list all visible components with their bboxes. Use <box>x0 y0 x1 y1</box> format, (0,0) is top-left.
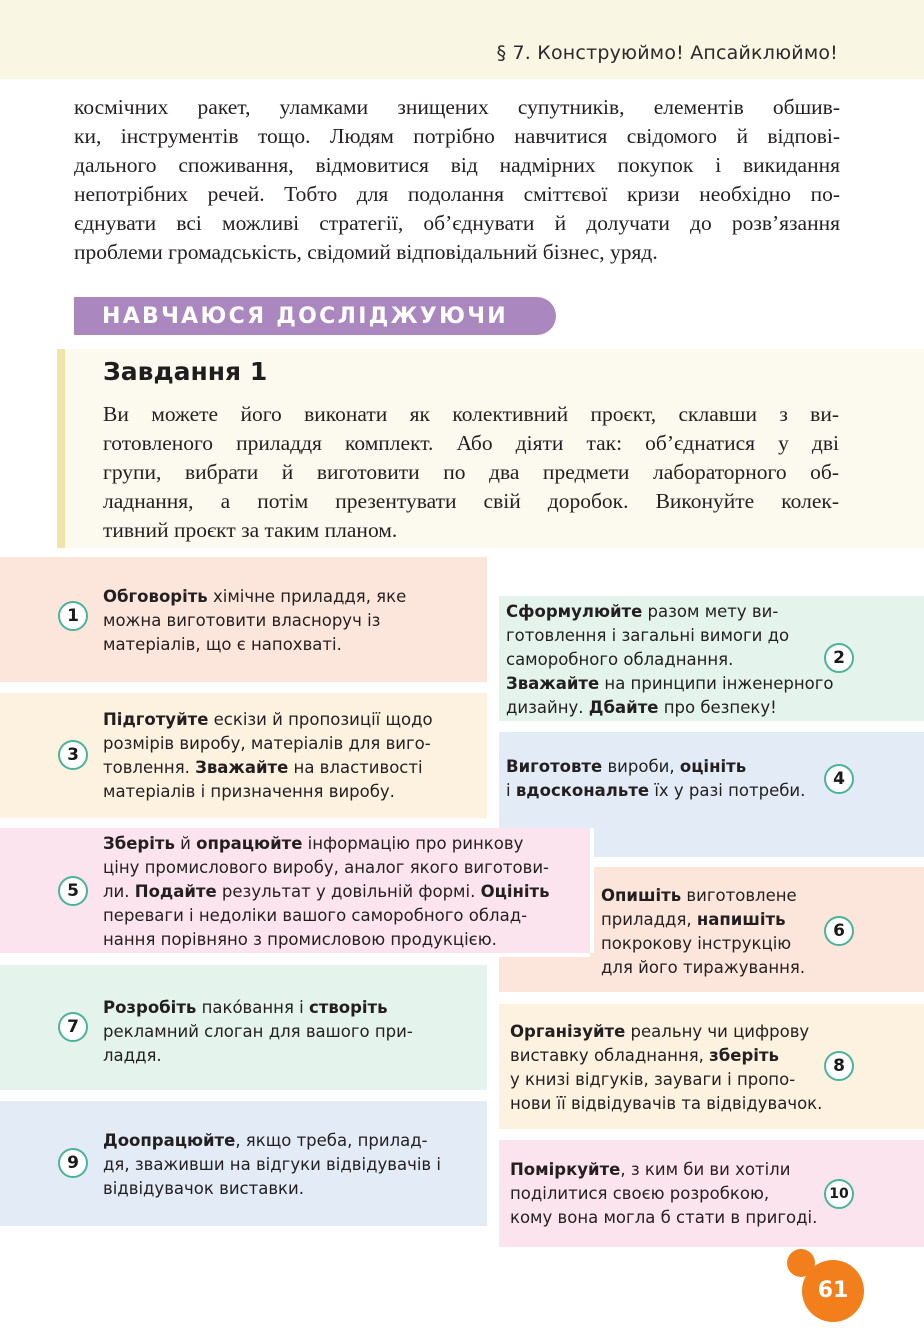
task-title: Завдання 1 <box>103 357 268 386</box>
step-run: дя, зваживши на відгуки відвідувачів і <box>103 1155 441 1174</box>
step-line <box>510 1182 870 1206</box>
step-line <box>103 1177 483 1201</box>
task-line: тивний проєкт за таким планом. <box>103 518 398 542</box>
step-line <box>103 585 483 609</box>
step-keyword: Опишіть <box>601 886 682 905</box>
step-run: розмірів виробу, матеріалів для виго- <box>103 734 431 753</box>
step-run: готовлення і загальні вимоги до <box>506 626 790 645</box>
step-number-badge: 6 <box>824 916 854 946</box>
step-line <box>103 832 583 856</box>
step-text <box>103 832 583 952</box>
step-run: переваги і недоліки вашого саморобного облад- <box>103 906 528 925</box>
step-run: їх у разі потреби. <box>649 781 806 800</box>
step-number-badge: 4 <box>824 764 854 794</box>
step-line <box>103 756 483 780</box>
step-text <box>510 1158 870 1230</box>
step-number-badge: 8 <box>824 1051 854 1081</box>
step-line <box>506 672 866 696</box>
step-keyword: Організуйте <box>510 1022 626 1041</box>
task-line: групи, вибрати й виготовити по два предмети лабораторного об- <box>103 460 839 484</box>
intro-line: дального споживання, відмовитися від надмірних покупок і викидання <box>74 153 840 177</box>
step-line <box>103 732 483 756</box>
step-line <box>506 624 866 648</box>
step-line <box>601 884 821 908</box>
intro-line: космічних ракет, уламками знищених супутників, елементів обшив- <box>74 95 840 119</box>
step-keyword: Обговоріть <box>103 587 208 606</box>
step-keyword: Зважайте <box>506 674 600 693</box>
step-keyword: Зберіть <box>103 834 175 853</box>
step-line <box>506 648 866 672</box>
step-run: матеріалів, що є напохваті. <box>103 635 342 654</box>
step-line <box>103 708 483 732</box>
step-run: реальну чи цифрову <box>625 1022 810 1041</box>
step-line <box>510 1158 870 1182</box>
step-line <box>103 880 583 904</box>
step-line <box>103 856 583 880</box>
step-line <box>103 1020 483 1044</box>
task-line: готовленого приладдя комплект. Або діяти так: об’єднатися у дві <box>103 431 839 455</box>
step-run: результат у довільній формі. <box>216 882 481 901</box>
step-keyword: напишіть <box>696 910 786 929</box>
step-text <box>506 600 866 720</box>
step-run: нови її відвідувачів та відвідувачок. <box>510 1094 823 1113</box>
step-keyword: Поміркуйте <box>510 1160 621 1179</box>
intro-paragraph <box>74 93 840 267</box>
step-run: рекламний слоган для вашого при- <box>103 1022 413 1041</box>
step-line <box>103 1129 483 1153</box>
step-number-badge: 5 <box>58 876 88 906</box>
step-keyword: Доопрацюйте <box>103 1131 236 1150</box>
step-text <box>103 585 483 657</box>
step-line <box>510 1068 870 1092</box>
task-description <box>103 400 839 545</box>
step-run: нання порівняно з промисловою продукцією. <box>103 930 497 949</box>
step-run: ескізи й пропозиції щодо <box>208 710 433 729</box>
step-run: й <box>174 834 197 853</box>
task-line: ладнання, а потім презентувати свій доробок. Виконуйте колек- <box>103 489 839 513</box>
step-run: виставку обладнання, <box>510 1046 710 1065</box>
step-line <box>601 956 821 980</box>
step-line <box>103 928 583 952</box>
intro-line: єднувати всі можливі стратегії, об’єднувати й долучати до розв’язання <box>74 211 840 235</box>
step-run: саморобного обладнання. <box>506 650 734 669</box>
step-line <box>601 932 821 956</box>
step-number-badge: 9 <box>58 1148 88 1178</box>
intro-line: непотрібних речей. Тобто для подолання сміттєвої кризи необхідно по- <box>74 182 840 206</box>
step-line <box>601 908 821 932</box>
step-text <box>103 708 483 804</box>
step-run: ціну промислового виробу, аналог якого виготови- <box>103 858 550 877</box>
intro-line: ки, інструментів тощо. Людям потрібно навчитися свідомого й відпові- <box>74 124 840 148</box>
step-run: дизайну. <box>506 698 589 717</box>
step-keyword: Розробіть <box>103 998 197 1017</box>
page-header <box>0 0 924 79</box>
step-run: разом мету ви- <box>642 602 779 621</box>
step-keyword: Подайте <box>134 882 217 901</box>
running-head: § 7. Конструюймо! Апсайклюймо! <box>496 42 838 64</box>
step-keyword: вдоскональте <box>515 781 650 800</box>
step-run: хімічне приладдя, яке <box>207 587 407 606</box>
step-run: для його тиражування. <box>601 958 806 977</box>
intro-line: проблеми громадськість, свідомий відповідальний бізнес, уряд. <box>74 240 658 264</box>
step-text <box>510 1020 870 1116</box>
step-keyword: опрацюйте <box>196 834 303 853</box>
step-line <box>510 1044 870 1068</box>
step-line <box>510 1020 870 1044</box>
step-line <box>510 1206 870 1230</box>
step-line <box>103 633 483 657</box>
step-run: покрокову інструкцію <box>601 934 792 953</box>
step-line <box>103 904 583 928</box>
step-line <box>103 996 483 1020</box>
step-number-badge: 2 <box>824 643 854 673</box>
step-run: можна виготовити власноруч із <box>103 611 381 630</box>
step-keyword: Підготуйте <box>103 710 209 729</box>
step-keyword: Дбайте <box>588 698 659 717</box>
step-run: поділитися своєю розробкою, <box>510 1184 770 1203</box>
step-run: ладдя. <box>103 1046 162 1065</box>
step-run: вироби, <box>602 757 680 776</box>
step-run: матеріалів і призначення виробу. <box>103 782 395 801</box>
step-line <box>506 755 866 779</box>
step-text <box>506 755 866 803</box>
step-number-badge: 7 <box>58 1012 88 1042</box>
step-run: про безпеку! <box>658 698 777 717</box>
step-run: , якщо треба, прилад- <box>235 1131 428 1150</box>
section-heading-bar <box>74 297 556 335</box>
step-keyword: створіть <box>308 998 388 1017</box>
step-line <box>103 1153 483 1177</box>
step-line <box>103 1044 483 1068</box>
step-run: кому вона могла б стати в пригоді. <box>510 1208 818 1227</box>
step-number-badge: 10 <box>824 1179 854 1209</box>
task-line: Ви можете його виконати як колективний проєкт, склавши з ви- <box>103 402 839 426</box>
step-run: відвідувачок виставки. <box>103 1179 304 1198</box>
step-line <box>103 609 483 633</box>
step-run: і <box>506 781 516 800</box>
step-run: , з ким би ви хотіли <box>620 1160 791 1179</box>
step-run: виготовлене <box>681 886 797 905</box>
step-number-badge: 1 <box>58 601 88 631</box>
step-line <box>506 600 866 624</box>
page-number: 61 <box>802 1260 864 1322</box>
step-run: пако́вання і <box>196 998 309 1017</box>
step-keyword: зберіть <box>709 1046 779 1065</box>
step-run: товлення. <box>103 758 196 777</box>
step-keyword: оцініть <box>679 757 747 776</box>
step-run: приладдя, <box>601 910 697 929</box>
step-number-badge: 3 <box>58 740 88 770</box>
section-heading: НАВЧАЮСЯ ДОСЛІДЖУЮЧИ <box>102 304 508 329</box>
step-run: на властивості <box>288 758 423 777</box>
step-run: інформацію про ринкову <box>302 834 524 853</box>
step-run: на принципи інженерного <box>599 674 834 693</box>
step-text <box>103 1129 483 1201</box>
step-line <box>506 696 866 720</box>
step-text <box>103 996 483 1068</box>
step-line <box>506 779 866 803</box>
step-run: у книзі відгуків, зауваги і пропо- <box>510 1070 796 1089</box>
step-keyword: Оцініть <box>480 882 550 901</box>
step-keyword: Виготовте <box>506 757 603 776</box>
step-text <box>601 884 821 980</box>
task-accent-stripe <box>57 349 65 548</box>
step-keyword: Зважайте <box>195 758 289 777</box>
step-run: ли. <box>103 882 135 901</box>
step-keyword: Сформулюйте <box>506 602 643 621</box>
step-line <box>510 1092 870 1116</box>
step-line <box>103 780 483 804</box>
